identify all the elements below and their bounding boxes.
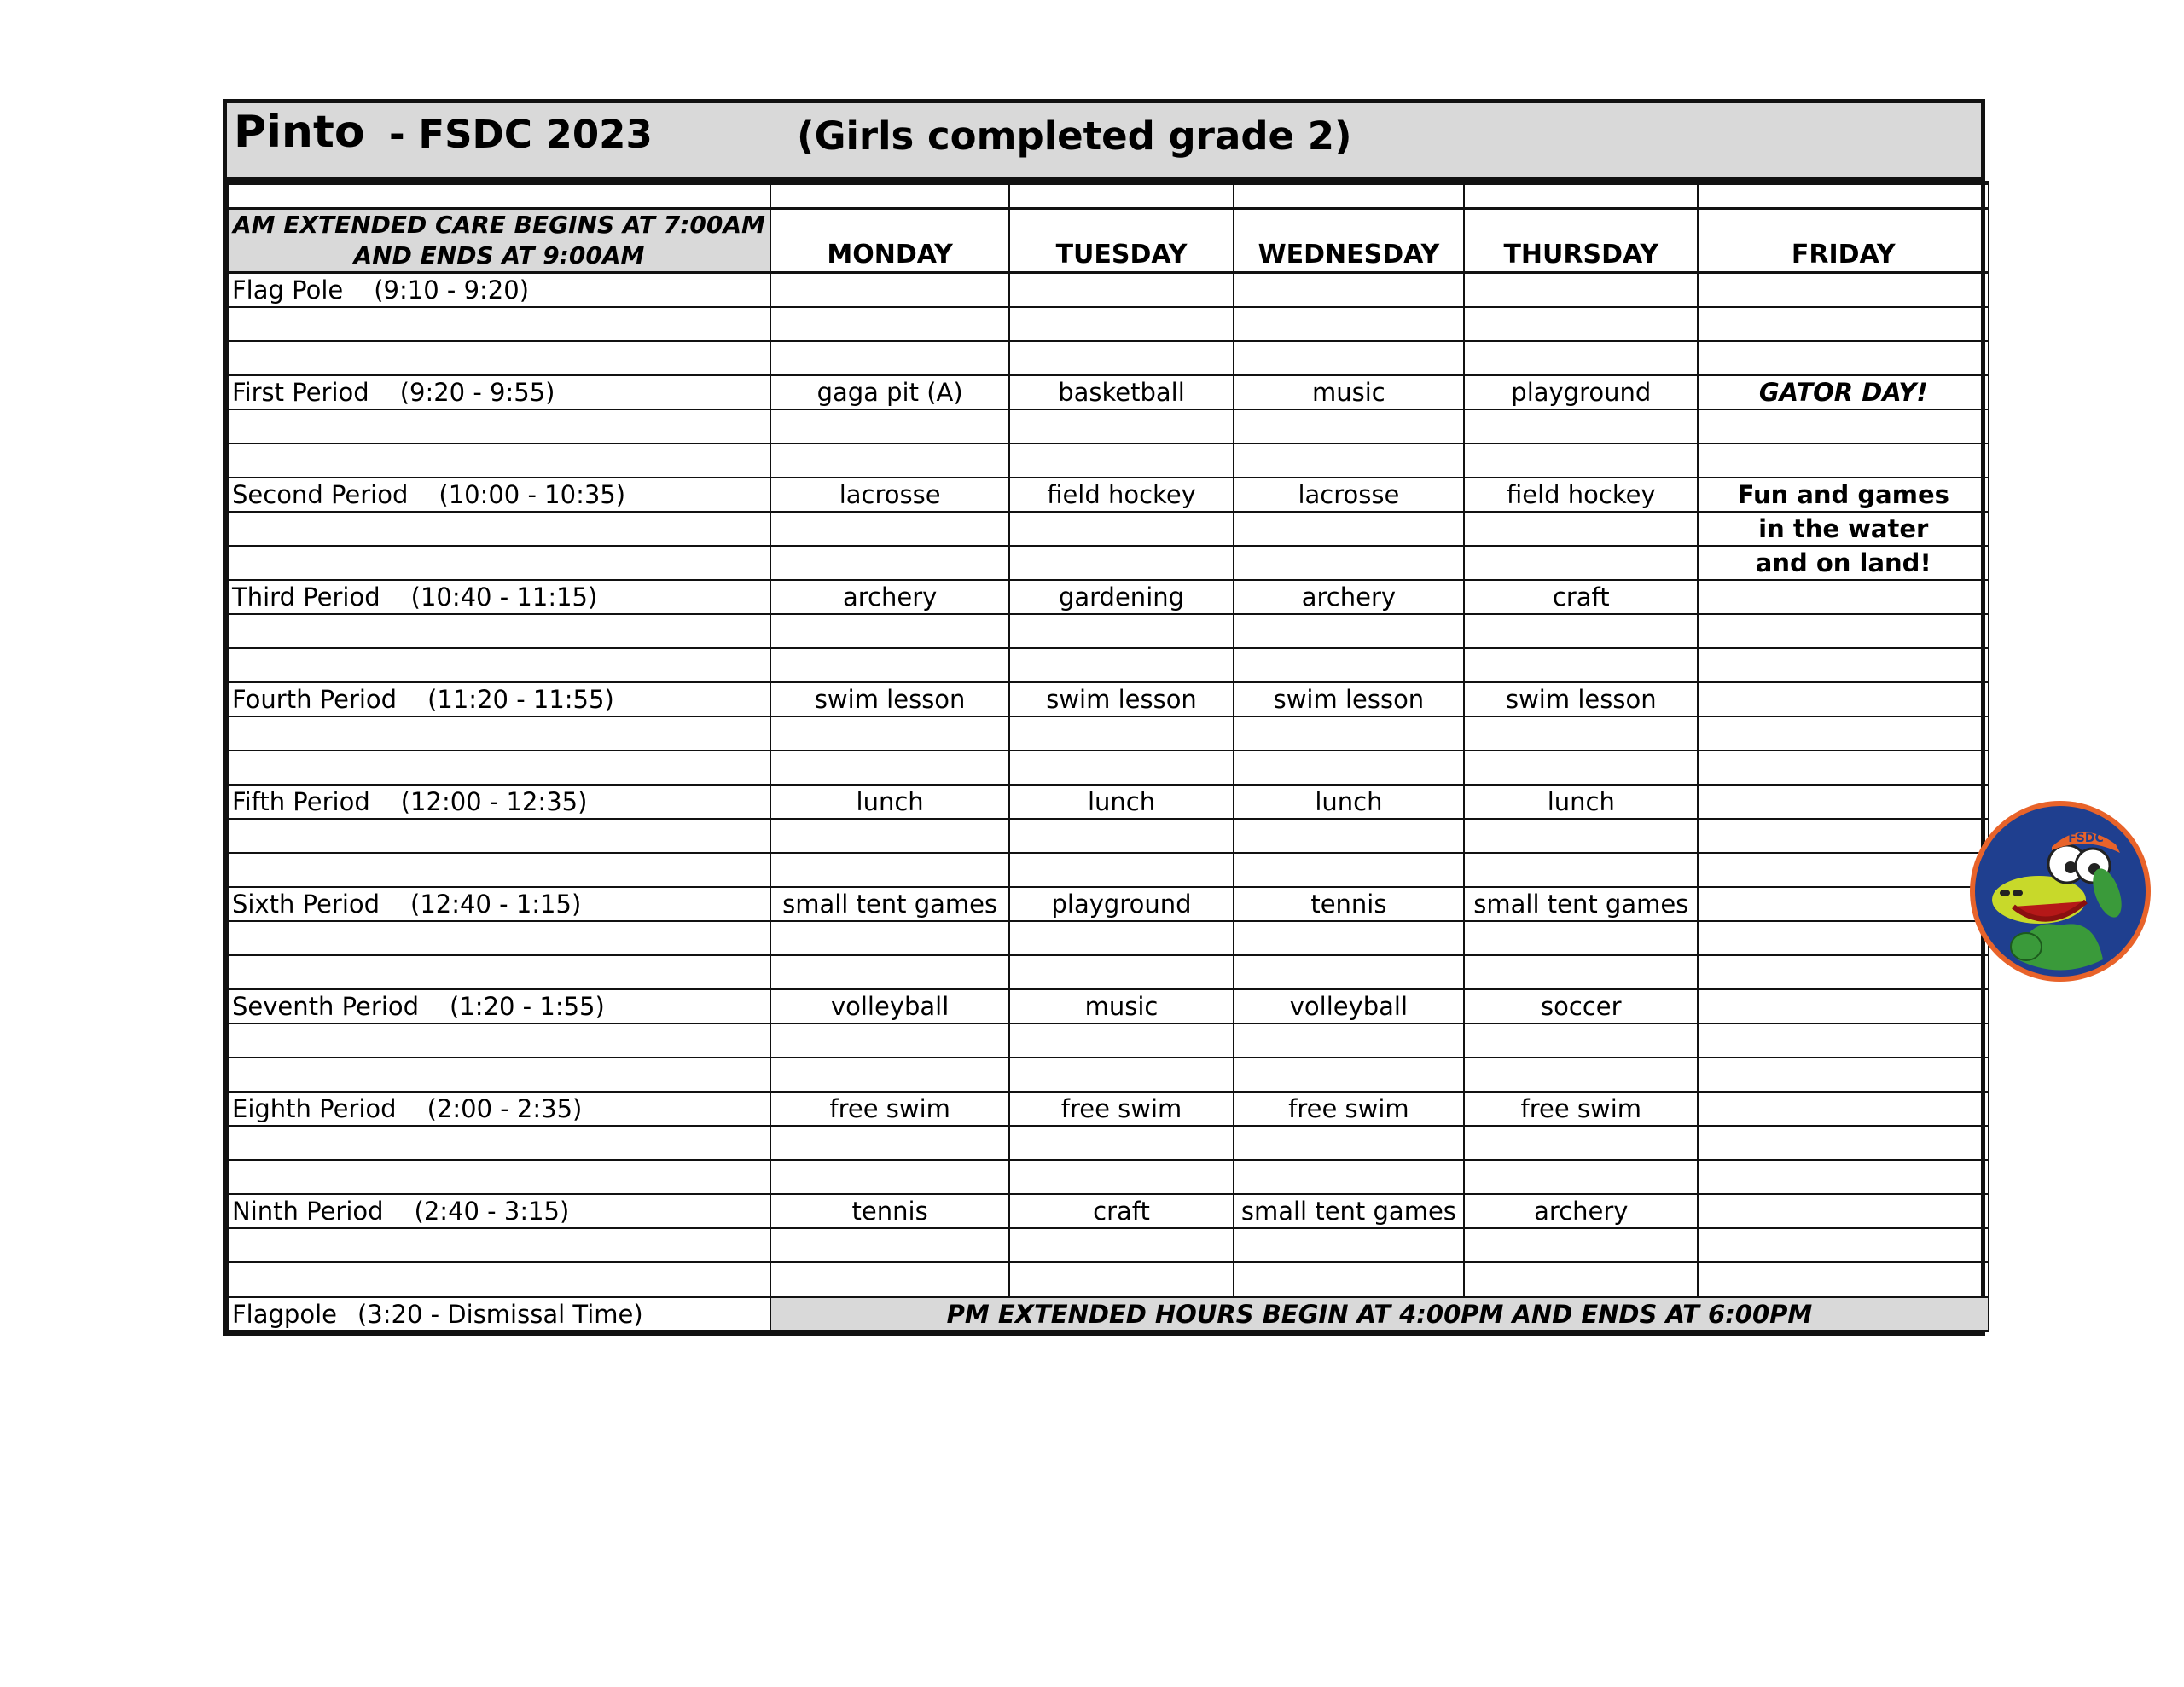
blank-row [228, 1058, 1989, 1092]
period-row [228, 375, 1989, 409]
friday-note-line2: in the water [1698, 512, 1989, 546]
schedule-table-frame [223, 181, 1985, 1336]
period-label: Ninth Period (2:40 - 3:15) [228, 1194, 770, 1228]
friday-cell [1698, 1092, 1989, 1126]
activity-mon: gaga pit (A) [770, 375, 1009, 409]
activity-thu: soccer [1464, 989, 1698, 1023]
blank-row [228, 512, 1989, 546]
header-row [228, 209, 1989, 273]
activity-thu: lunch [1464, 785, 1698, 819]
gator-day-title: GATOR DAY! [1698, 375, 1989, 409]
schedule-sheet [223, 99, 2104, 1336]
friday-cell [1698, 887, 1989, 921]
activity-thu: swim lesson [1464, 682, 1698, 716]
title-bar [223, 99, 1985, 181]
activity-thu: field hockey [1464, 478, 1698, 512]
activity-tue: gardening [1009, 580, 1233, 614]
activity-tue: lunch [1009, 785, 1233, 819]
flag-pole-label: Flag Pole (9:10 - 9:20) [228, 273, 770, 308]
period-label: First Period (9:20 - 9:55) [228, 375, 770, 409]
flag-pole-row [228, 273, 1989, 308]
activity-mon: small tent games [770, 887, 1009, 921]
activity-mon: tennis [770, 1194, 1009, 1228]
activity-thu: small tent games [1464, 887, 1698, 921]
activity-mon: lacrosse [770, 478, 1009, 512]
activity-wed: free swim [1234, 1092, 1464, 1126]
blank-row [228, 307, 1989, 341]
activity-mon: swim lesson [770, 682, 1009, 716]
blank-row [228, 853, 1989, 887]
page-subtitle: (Girls completed grade 2) [797, 113, 1352, 159]
activity-thu: free swim [1464, 1092, 1698, 1126]
am-extended-care-note: AM EXTENDED CARE BEGINS AT 7:00AM AND ENDS AT 9:00AM [228, 209, 770, 273]
activity-mon: free swim [770, 1092, 1009, 1126]
day-header-friday: FRIDAY [1698, 209, 1989, 273]
blank-row [228, 341, 1989, 375]
period-row [228, 887, 1989, 921]
period-label: Second Period (10:00 - 10:35) [228, 478, 770, 512]
activity-wed: lacrosse [1234, 478, 1464, 512]
schedule-table [227, 181, 1989, 1332]
blank-row [228, 409, 1989, 443]
blank-row [228, 921, 1989, 955]
blank-row [228, 751, 1989, 785]
blank-row [228, 648, 1989, 682]
activity-mon: lunch [770, 785, 1009, 819]
gator-mascot-icon [1966, 797, 2154, 985]
activity-thu: archery [1464, 1194, 1698, 1228]
pm-extended-hours-note: PM EXTENDED HOURS BEGIN AT 4:00PM AND ENDS AT 6:00PM [770, 1297, 1989, 1332]
friday-cell [1698, 580, 1989, 614]
period-label: Sixth Period (12:40 - 1:15) [228, 887, 770, 921]
friday-cell [1698, 785, 1989, 819]
activity-tue: field hockey [1009, 478, 1233, 512]
activity-tue: swim lesson [1009, 682, 1233, 716]
activity-wed: volleyball [1234, 989, 1464, 1023]
day-header-monday: MONDAY [770, 209, 1009, 273]
spacer-row [228, 183, 1989, 209]
blank-row [228, 819, 1989, 853]
activity-tue: free swim [1009, 1092, 1233, 1126]
period-label: Fourth Period (11:20 - 11:55) [228, 682, 770, 716]
blank-row [228, 955, 1989, 989]
blank-row [228, 1262, 1989, 1297]
flagpole-end-label: Flagpole (3:20 - Dismissal Time) [228, 1297, 770, 1332]
activity-tue: craft [1009, 1194, 1233, 1228]
friday-cell [1698, 1194, 1989, 1228]
title-fsdc-year: - FSDC 2023 [389, 112, 653, 157]
blank-row [228, 1126, 1989, 1160]
friday-cell [1698, 682, 1989, 716]
activity-tue: music [1009, 989, 1233, 1023]
activity-tue: playground [1009, 887, 1233, 921]
period-row [228, 989, 1989, 1023]
activity-wed: small tent games [1234, 1194, 1464, 1228]
activity-thu: craft [1464, 580, 1698, 614]
blank-row [228, 443, 1989, 478]
period-label: Eighth Period (2:00 - 2:35) [228, 1092, 770, 1126]
period-label: Third Period (10:40 - 11:15) [228, 580, 770, 614]
activity-wed: swim lesson [1234, 682, 1464, 716]
activity-wed: music [1234, 375, 1464, 409]
friday-note-line3: and on land! [1698, 546, 1989, 580]
day-header-thursday: THURSDAY [1464, 209, 1698, 273]
period-row [228, 478, 1989, 512]
svg-text:FSDC: FSDC [2068, 832, 2104, 845]
blank-row [228, 1160, 1989, 1194]
activity-wed: lunch [1234, 785, 1464, 819]
activity-mon: volleyball [770, 989, 1009, 1023]
period-row [228, 785, 1989, 819]
flagpole-end-row [228, 1297, 1989, 1332]
activity-thu: playground [1464, 375, 1698, 409]
period-label: Fifth Period (12:00 - 12:35) [228, 785, 770, 819]
period-row [228, 1092, 1989, 1126]
blank-row [228, 546, 1989, 580]
friday-cell [1698, 989, 1989, 1023]
blank-row [228, 614, 1989, 648]
period-label: Seventh Period (1:20 - 1:55) [228, 989, 770, 1023]
friday-note-line1: Fun and games [1698, 478, 1989, 512]
period-row [228, 682, 1989, 716]
period-row [228, 580, 1989, 614]
activity-wed: archery [1234, 580, 1464, 614]
blank-row [228, 1228, 1989, 1262]
blank-row [228, 716, 1989, 751]
blank-row [228, 1023, 1989, 1058]
activity-wed: tennis [1234, 887, 1464, 921]
activity-tue: basketball [1009, 375, 1233, 409]
day-header-tuesday: TUESDAY [1009, 209, 1233, 273]
period-row [228, 1194, 1989, 1228]
day-header-wednesday: WEDNESDAY [1234, 209, 1464, 273]
activity-mon: archery [770, 580, 1009, 614]
page-title: Pinto [234, 107, 365, 158]
